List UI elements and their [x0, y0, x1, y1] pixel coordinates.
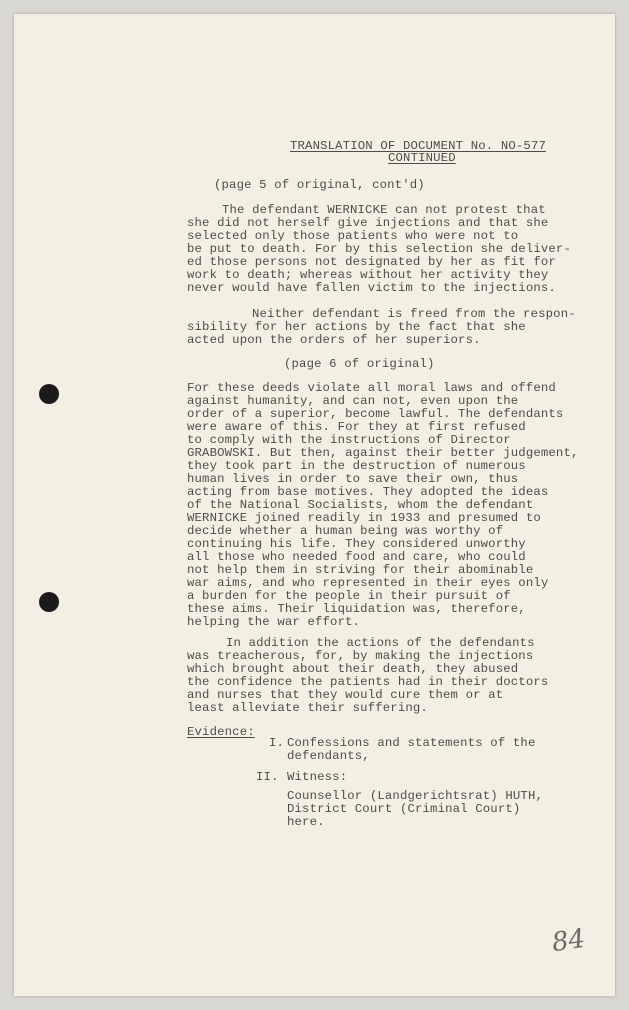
document-page	[14, 14, 615, 996]
paragraph-line: be put to death. For by this selection she deliver-	[187, 242, 571, 256]
paragraph-line: least alleviate their suffering.	[187, 701, 428, 715]
paragraph-line: to comply with the instructions of Director	[187, 433, 511, 447]
paragraph-line: order of a superior, become lawful. The defendants	[187, 407, 564, 421]
paragraph-line: ed those persons not designated by her as fit for	[187, 255, 556, 269]
paragraph-line: decide whether a human being was worthy of	[187, 524, 504, 538]
witness-line: Counsellor (Landgerichtsrat) HUTH,	[287, 789, 543, 803]
paragraph-line: sibility for her actions by the fact that she	[187, 320, 526, 334]
paragraph-line: was treacherous, for, by making the injections	[187, 649, 534, 663]
document-subtitle: CONTINUED	[388, 151, 456, 165]
punch-hole	[39, 592, 59, 612]
paragraph-line: not help them in striving for their abominable	[187, 563, 534, 577]
paragraph-line: a burden for the people in their pursuit of	[187, 589, 511, 603]
handwritten-page-number: 84	[549, 923, 587, 959]
page-reference: (page 5 of original, cont'd)	[214, 178, 425, 192]
paragraph-line: against humanity, and can not, even upon the	[187, 394, 519, 408]
document-title: TRANSLATION OF DOCUMENT No. NO-577	[290, 139, 546, 153]
paragraph-line: and nurses that they would cure them or at	[187, 688, 504, 702]
paragraph-line: of the National Socialists, whom the defendant	[187, 498, 534, 512]
paragraph-line: they took part in the destruction of numerous	[187, 459, 526, 473]
paragraph-line: which brought about their death, they abused	[187, 662, 519, 676]
paragraph-line: she did not herself give injections and that she	[187, 216, 549, 230]
paragraph-line: WERNICKE joined readily in 1933 and presumed to	[187, 511, 541, 525]
paragraph-line: work to death; whereas without her activity they	[187, 268, 549, 282]
paragraph-line: these aims. Their liquidation was, therefore,	[187, 602, 526, 616]
evidence-text: Witness:	[287, 770, 348, 784]
paragraph-line: In addition the actions of the defendants	[226, 636, 535, 650]
paragraph-line: helping the war effort.	[187, 615, 361, 629]
evidence-number: II.	[256, 770, 279, 784]
evidence-text: defendants,	[287, 749, 370, 763]
paragraph-line: all those who needed food and care, who could	[187, 550, 526, 564]
evidence-number: I.	[269, 736, 285, 750]
witness-line: here.	[287, 815, 325, 829]
paragraph-line: the confidence the patients had in their doctors	[187, 675, 549, 689]
paragraph-line: acted upon the orders of her superiors.	[187, 333, 481, 347]
paragraph-line: The defendant WERNICKE can not protest that	[222, 203, 546, 217]
paragraph-line: never would have fallen victim to the injections.	[187, 281, 556, 295]
page-reference: (page 6 of original)	[284, 357, 435, 371]
evidence-heading: Evidence:	[187, 725, 255, 739]
witness-line: District Court (Criminal Court)	[287, 802, 521, 816]
punch-hole	[39, 384, 59, 404]
paragraph-line: war aims, and who represented in their eyes only	[187, 576, 549, 590]
paragraph-line: continuing his life. They considered unworthy	[187, 537, 526, 551]
paragraph-line: were aware of this. For they at first refused	[187, 420, 526, 434]
evidence-text: Confessions and statements of the	[287, 736, 536, 750]
paragraph-line: GRABOWSKI. But then, against their better judgement,	[187, 446, 579, 460]
paragraph-line: human lives in order to save their own, thus	[187, 472, 519, 486]
paragraph-line: Neither defendant is freed from the respon-	[252, 307, 576, 321]
paragraph-line: For these deeds violate all moral laws and offend	[187, 381, 556, 395]
paragraph-line: acting from base motives. They adopted the ideas	[187, 485, 549, 499]
paragraph-line: selected only those patients who were not to	[187, 229, 519, 243]
